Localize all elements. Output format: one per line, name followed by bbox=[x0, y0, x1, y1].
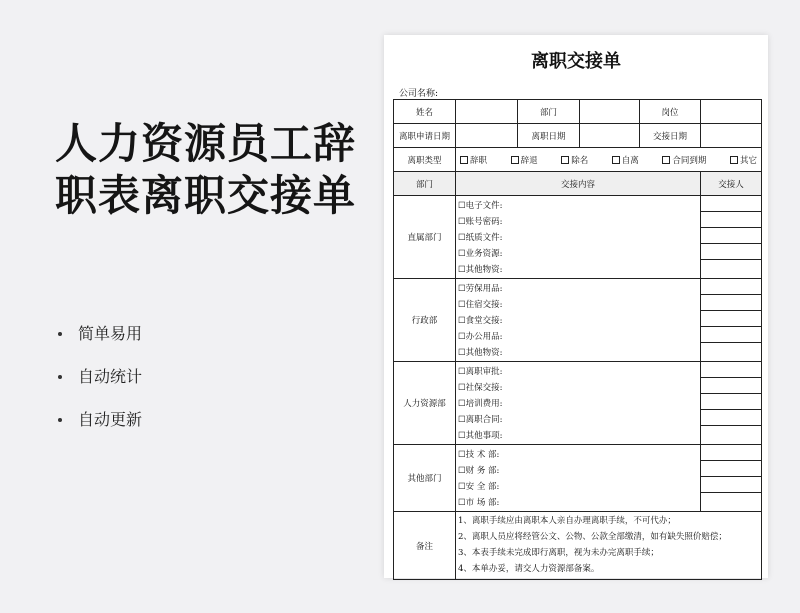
type-option[interactable]: 辞职 bbox=[460, 154, 487, 166]
promo-title-line1: 人力资源员工辞 bbox=[55, 119, 357, 168]
list-item: ☐业务资源: bbox=[458, 249, 503, 259]
header-person: 交接人 bbox=[701, 172, 762, 196]
position-label: 岗位 bbox=[640, 100, 701, 124]
type-label: 离职类型 bbox=[394, 148, 456, 172]
section-items bbox=[456, 279, 701, 362]
type-option[interactable]: 合同到期 bbox=[662, 154, 706, 166]
list-item: ☐技 术 部: bbox=[458, 450, 500, 460]
list-item: ☐培训费用: bbox=[458, 399, 503, 409]
handover-table bbox=[393, 99, 762, 580]
feature-item: 自动统计 bbox=[58, 355, 142, 398]
handover-person-cells[interactable] bbox=[701, 445, 762, 512]
section-dept: 其他部门 bbox=[394, 445, 456, 512]
section-dept: 行政部 bbox=[394, 279, 456, 362]
remarks-label: 备注 bbox=[394, 512, 456, 580]
handover-date-value[interactable] bbox=[701, 124, 762, 148]
header-dept: 部门 bbox=[394, 172, 456, 196]
type-option[interactable]: 辞退 bbox=[511, 154, 538, 166]
list-item: ☐食堂交接: bbox=[458, 316, 503, 326]
list-item: ☐账号密码: bbox=[458, 217, 503, 227]
list-item: ☐财 务 部: bbox=[458, 466, 500, 476]
remark-line: 1、离职手续应由离职本人亲自办理离职手续，不可代办； bbox=[458, 516, 676, 526]
name-label: 姓名 bbox=[394, 100, 456, 124]
section-dept: 直属部门 bbox=[394, 196, 456, 279]
dept-value[interactable] bbox=[580, 100, 640, 124]
list-item: ☐其他物资: bbox=[458, 265, 503, 275]
header-content: 交接内容 bbox=[456, 172, 701, 196]
company-label: 公司名称: bbox=[399, 89, 439, 99]
remarks-text bbox=[456, 512, 762, 580]
name-value[interactable] bbox=[456, 100, 518, 124]
type-option[interactable]: 自离 bbox=[612, 154, 639, 166]
list-item: ☐电子文件: bbox=[458, 201, 503, 211]
list-item: ☐其他事项: bbox=[458, 431, 503, 441]
type-option[interactable]: 除名 bbox=[561, 154, 588, 166]
checkbox-icon[interactable] bbox=[561, 156, 569, 164]
handover-form-sheet bbox=[384, 35, 768, 578]
section-items bbox=[456, 362, 701, 445]
leave-date-label: 离职日期 bbox=[518, 124, 580, 148]
list-item: ☐离职合同: bbox=[458, 415, 503, 425]
handover-date-label: 交接日期 bbox=[640, 124, 701, 148]
feature-item: 简单易用 bbox=[58, 312, 142, 355]
list-item: ☐纸质文件: bbox=[458, 233, 503, 243]
section-items bbox=[456, 445, 701, 512]
bullet-icon bbox=[58, 418, 62, 422]
remark-line: 3、本表手续未完成即行离职，视为未办完离职手续； bbox=[458, 548, 659, 558]
apply-date-value[interactable] bbox=[456, 124, 518, 148]
form-title: 离职交接单 bbox=[531, 51, 621, 72]
promo-title-line2: 职表离职交接单 bbox=[55, 171, 357, 220]
dept-label: 部门 bbox=[518, 100, 580, 124]
leave-date-value[interactable] bbox=[580, 124, 640, 148]
handover-person-cells[interactable] bbox=[701, 196, 762, 279]
checkbox-icon[interactable] bbox=[730, 156, 738, 164]
list-item: ☐办公用品: bbox=[458, 332, 503, 342]
list-item: ☐其他物资: bbox=[458, 348, 503, 358]
remark-line: 2、离职人员应将经管公文、公物、公款全部缴清，如有缺失照价赔偿； bbox=[458, 532, 727, 542]
section-items bbox=[456, 196, 701, 279]
remark-line: 4、本单办妥，请交人力资源部备案。 bbox=[458, 564, 600, 574]
list-item: ☐住宿交接: bbox=[458, 300, 503, 310]
handover-person-cells[interactable] bbox=[701, 362, 762, 445]
list-item: ☐离职审批: bbox=[458, 367, 503, 377]
list-item: ☐劳保用品: bbox=[458, 284, 503, 294]
checkbox-icon[interactable] bbox=[460, 156, 468, 164]
feature-list bbox=[58, 312, 142, 441]
list-item: ☐市 场 部: bbox=[458, 498, 500, 508]
bullet-icon bbox=[58, 375, 62, 379]
section-dept: 人力资源部 bbox=[394, 362, 456, 445]
checkbox-icon[interactable] bbox=[511, 156, 519, 164]
checkbox-icon[interactable] bbox=[662, 156, 670, 164]
handover-person-cells[interactable] bbox=[701, 279, 762, 362]
feature-item: 自动更新 bbox=[58, 398, 142, 441]
type-option[interactable]: 其它 bbox=[730, 154, 757, 166]
checkbox-icon[interactable] bbox=[612, 156, 620, 164]
type-options bbox=[456, 148, 762, 172]
bullet-icon bbox=[58, 332, 62, 336]
apply-date-label: 离职申请日期 bbox=[394, 124, 456, 148]
position-value[interactable] bbox=[701, 100, 762, 124]
list-item: ☐社保交接: bbox=[458, 383, 503, 393]
list-item: ☐安 全 部: bbox=[458, 482, 500, 492]
promo-title bbox=[55, 118, 356, 222]
